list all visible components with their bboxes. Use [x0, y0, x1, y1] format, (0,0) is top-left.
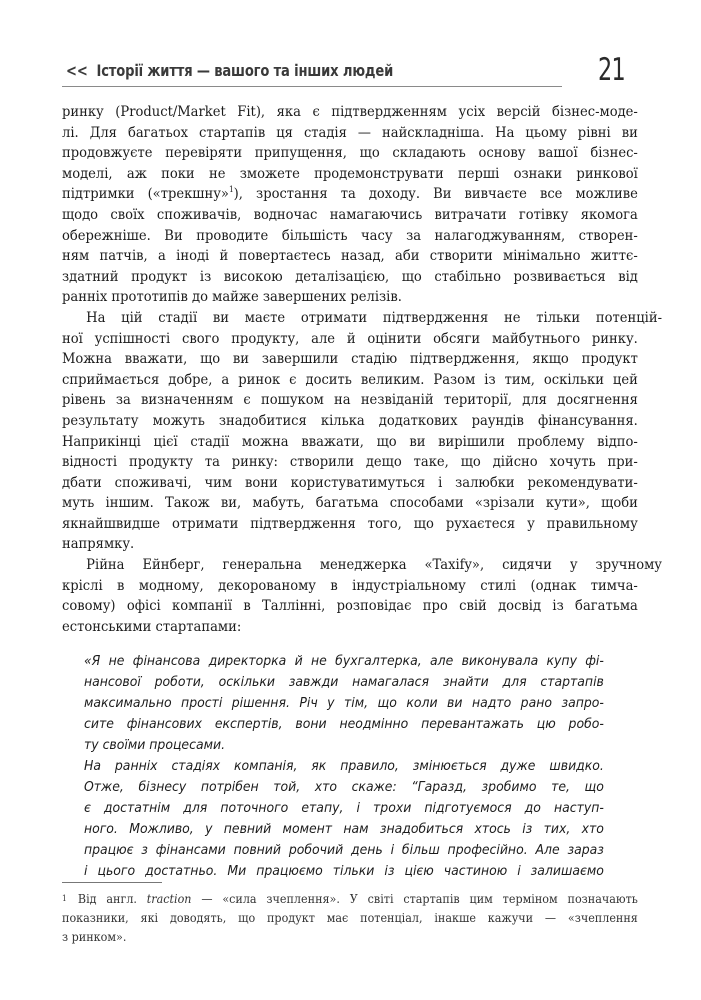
- text-line: здатний продукт із високою деталізацією, що стабільно розвивається від: [62, 268, 638, 285]
- text-fragment: підтримки («трекшну»: [62, 186, 229, 203]
- text-line: Наприкінці цієї стадії можна вважати, що ви вирішили проблему відпо-: [62, 433, 638, 450]
- quote-line: ту своїми процесами.: [84, 738, 226, 753]
- footnote-divider: [62, 882, 162, 883]
- footnote-mark: 1: [62, 894, 67, 903]
- text-line: щодо своїх споживачів, водночас намагаючись витрачати готівку якомога: [62, 206, 638, 223]
- quote-line: нансової роботи, оскільки завжди намагалася знайти для стартапів: [84, 675, 604, 690]
- paragraph: [62, 308, 663, 555]
- paragraph: [62, 102, 638, 308]
- quote-line: На ранніх стадіях компанія, як правило, змінюється дуже швидко.: [84, 759, 604, 774]
- footnote-line: показники, які доводять, що продукт має потенціал, інакше кажучи — «зчеплення: [62, 911, 638, 925]
- text-line: продовжуєте перевіряти припущення, що складають основу вашої бізнес-: [62, 145, 638, 162]
- section-title: [66, 61, 393, 80]
- quote-line: Отже, бізнесу потрібен той, хто скаже: “Гаразд, зробимо те, що: [84, 780, 604, 795]
- quote-line: і цього достатньо. Ми працюємо тільки із цією частиною і залишаємо: [84, 864, 604, 879]
- page-number: 21: [598, 52, 625, 88]
- text-line: кріслі в модному, декорованому в індустріальному стилі (однак тимча-: [62, 577, 638, 594]
- quote-line: є достатнім для поточного етапу, і трохи підготуємося до наступ-: [84, 801, 604, 816]
- quote-line: «Я не фінансова директорка й не бухгалтерка, але виконувала купу фі-: [84, 654, 604, 669]
- footnote-text: Від англ.: [77, 892, 147, 906]
- text-line: результату можуть знадобитися кілька додаткових раундів фінансування.: [62, 412, 638, 429]
- text-line: ринку (Product/Market Fit), яка є підтвердженням усіх версій бізнес-моде-: [62, 104, 638, 120]
- text-line: сприймається добре, а ринок є досить великим. Разом із тим, оскільки цей: [62, 371, 638, 388]
- footnote-text: — «сила зчеплення». У світі стартапів цим терміном позначають: [191, 892, 638, 906]
- footnote-reference[interactable]: 1: [228, 185, 234, 195]
- footnote-term: traction: [146, 892, 192, 906]
- footnote: [62, 890, 638, 947]
- section-marker-icon: <<: [66, 61, 88, 80]
- text-line: Можна вважати, що ви завершили стадію підтвердження, якщо продукт: [62, 351, 638, 368]
- block-quote: [84, 651, 604, 882]
- text-line: ням патчів, а іноді й повертаєтесь назад, аби створити мінімально життє-: [62, 248, 638, 265]
- text-fragment: ), зростання та доходу. Ви вивчаєте все можливе: [233, 186, 638, 203]
- text-line: рівень за визначенням є пошуком на незвіданій території, для досягнення: [62, 392, 638, 409]
- text-line: моделі, аж поки не зможете продемонструвати перші ознаки ринкової: [62, 165, 638, 182]
- quote-line: максимально прості рішення. Річ у тім, що коли ви надто рано запро-: [84, 696, 604, 711]
- paragraph: [62, 555, 663, 637]
- footnote-line: з ринком».: [62, 930, 127, 944]
- text-line: совому) офісі компанії в Таллінні, розповідає про свій досвід із багатьма: [62, 598, 638, 615]
- section-title-text: Історії життя — вашого та інших людей: [96, 61, 394, 80]
- text-line: обережніше. Ви проводите більшість часу за налагоджуванням, створен-: [62, 227, 638, 244]
- quote-line: сите фінансових експертів, вони неодмінно перевантажать цю робо-: [84, 717, 604, 732]
- text-line: ранніх прототипів до майже завершених релізів.: [62, 289, 402, 306]
- text-line: муть іншим. Також ви, мабуть, багатьма способами «зрізали кути», щоби: [62, 495, 638, 512]
- text-line: Рійна Ейнберг, генеральна менеджерка «Taxify», сидячи у зручному: [86, 557, 663, 574]
- text-line: лі. Для багатьох стартапів ця стадія — найскладніша. На цьому рівні ви: [62, 124, 638, 141]
- text-line: відності продукту та ринку: створили дещо таке, що дійсно хочуть при-: [62, 454, 638, 471]
- text-line: дбати споживачі, чим вони користуватимуться і залюбки рекомендувати-: [62, 474, 638, 491]
- text-line: напрямку.: [62, 536, 135, 553]
- quote-line: працює з фінансами повний робочий день і більш професійно. Але зараз: [84, 843, 604, 858]
- text-line: якнайшвидше отримати підтвердження того, що рухаєтеся у правильному: [62, 515, 638, 532]
- running-header: [62, 60, 562, 87]
- text-line: естонськими стартапами:: [62, 618, 242, 635]
- footnote-line: [62, 890, 638, 909]
- text-line: ної успішності свого продукту, але й оцінити обсяги майбутнього ринку.: [62, 330, 638, 347]
- quote-line: ного. Можливо, у певний момент нам знадобиться хтось із тих, хто: [84, 822, 604, 837]
- text-line: На цій стадії ви маєте отримати підтвердження не тільки потенцій-: [86, 309, 663, 326]
- body-text: [62, 102, 663, 637]
- text-line: [62, 184, 638, 205]
